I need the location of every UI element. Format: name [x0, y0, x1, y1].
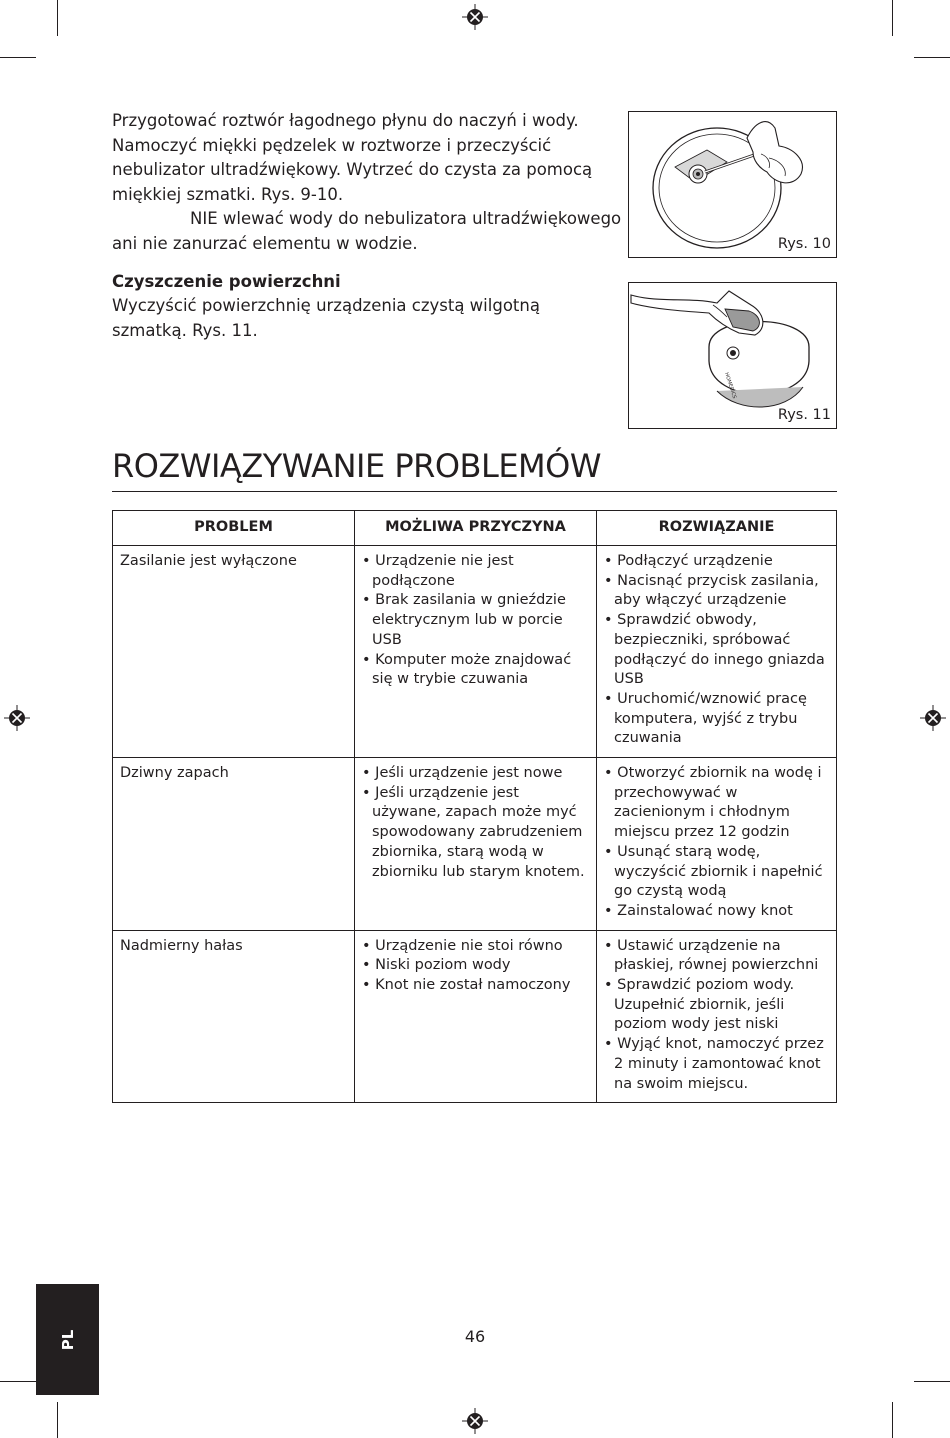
cause-item: • Niski poziom wody	[362, 956, 590, 976]
surface-cleaning-paragraph: Wyczyścić powierzchnię urządzenia czystą wilgotną szmatką. Rys. 11.	[112, 296, 540, 340]
crop-mark	[0, 1381, 36, 1382]
device-brand-label: HOMEDICS	[723, 371, 738, 400]
troubleshooting-table	[112, 510, 837, 1103]
solution-item: • Otworzyć zbiornik na wodę i przechowywać w zacienionym i chłodnym miejscu przez 12 godzin	[604, 764, 830, 843]
crop-mark	[892, 0, 893, 36]
solution-cell	[597, 930, 837, 1103]
cause-item: • Urządzenie nie jest podłączone	[362, 552, 590, 591]
crop-mark	[0, 57, 36, 58]
solution-item: • Sprawdzić obwody, bezpieczniki, spróbować podłączyć do innego gniazda USB	[604, 611, 830, 690]
cause-item: • Brak zasilania w gnieździe elektrycznym lub w porcie USB	[362, 591, 590, 650]
problem-cell: Dziwny zapach	[113, 758, 355, 931]
cause-cell	[355, 930, 597, 1103]
surface-cleaning-heading: Czyszczenie powierzchni	[112, 272, 341, 291]
cause-item: • Urządzenie nie stoi równo	[362, 937, 590, 957]
solution-item: • Zainstalować nowy knot	[604, 902, 830, 922]
solution-item: • Usunąć starą wodę, wyczyścić zbiornik i napełnić go czystą wodą	[604, 843, 830, 902]
problem-cell: Zasilanie jest wyłączone	[113, 546, 355, 758]
registration-mark-icon	[462, 4, 488, 30]
language-code: PL	[58, 1329, 77, 1350]
header-solution: ROZWIĄZANIE	[597, 511, 837, 546]
figure-11-caption: Rys. 11	[777, 407, 831, 423]
troubleshooting-title: ROZWIĄZYWANIE PROBLEMÓW	[112, 447, 601, 485]
cause-item: • Jeśli urządzenie jest używane, zapach może myć spowodowany zabrudzeniem zbiornika, starą wodą w zbiorniku lub starym knotem.	[362, 784, 590, 883]
solution-cell	[597, 758, 837, 931]
figure-11	[628, 282, 837, 429]
title-underline	[112, 491, 837, 492]
registration-mark-icon	[462, 1408, 488, 1434]
figure-10	[628, 111, 837, 258]
crop-mark	[57, 0, 58, 36]
intro-paragraph: Przygotować roztwór łagodnego płynu do naczyń i wody. Namoczyć miękki pędzelek w roztworze i przeczyścić nebulizator ultradźwiękowy. Wytrzeć do czysta za pomocą miękkiej szmatki. Rys. 9-10.	[112, 111, 593, 204]
warning-text: NIE wlewać wody do nebulizatora ultradźwiękowego ani nie zanurzać elementu w wodzie.	[112, 209, 622, 253]
solution-item: • Sprawdzić poziom wody. Uzupełnić zbiornik, jeśli poziom wody jest niski	[604, 976, 830, 1035]
crop-mark	[892, 1402, 893, 1438]
figure-10-caption: Rys. 10	[777, 236, 831, 252]
solution-item: • Uruchomić/wznowić pracę komputera, wyjść z trybu czuwania	[604, 690, 830, 749]
header-cause: MOŻLIWA PRZYCZYNA	[355, 511, 597, 546]
cause-cell	[355, 758, 597, 931]
crop-mark	[57, 1402, 58, 1438]
cause-cell	[355, 546, 597, 758]
cause-item: • Knot nie został namoczony	[362, 976, 590, 996]
crop-mark	[914, 1381, 950, 1382]
cause-item: • Jeśli urządzenie jest nowe	[362, 764, 590, 784]
table-row	[113, 546, 837, 758]
crop-mark	[914, 57, 950, 58]
solution-item: • Wyjąć knot, namoczyć przez 2 minuty i zamontować knot na swoim miejscu.	[604, 1035, 830, 1094]
table-row	[113, 930, 837, 1103]
solution-item: • Nacisnąć przycisk zasilania, aby włączyć urządzenie	[604, 572, 830, 611]
header-problem: PROBLEM	[113, 511, 355, 546]
solution-item: • Ustawić urządzenie na płaskiej, równej powierzchni	[604, 937, 830, 976]
table-row	[113, 758, 837, 931]
registration-mark-icon	[4, 705, 30, 731]
registration-mark-icon	[920, 705, 946, 731]
cause-item: • Komputer może znajdować się w trybie czuwania	[362, 651, 590, 690]
page-number: 46	[464, 1327, 486, 1346]
solution-item: • Podłączyć urządzenie	[604, 552, 830, 572]
solution-cell	[597, 546, 837, 758]
warning-paragraph	[112, 207, 632, 256]
table-header-row	[113, 511, 837, 546]
problem-cell: Nadmierny hałas	[113, 930, 355, 1103]
